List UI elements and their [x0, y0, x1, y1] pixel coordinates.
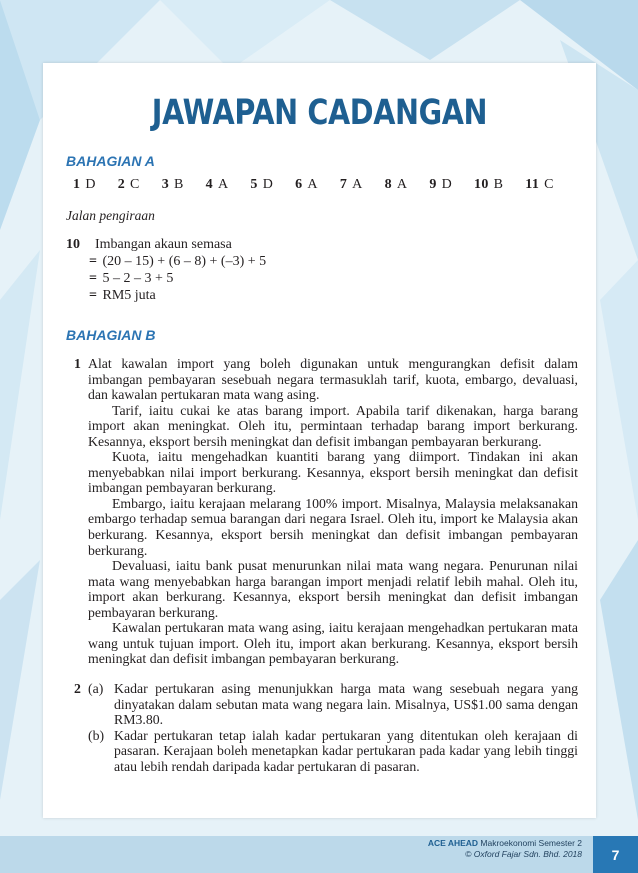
answer-list	[73, 177, 573, 193]
part-text: Kadar pertukaran asing menunjukkan harga mata wang sesebuah negara yang dinyatakan dalam sebutan mata wang negara lain. Misalnya, US$1.00 sama dengan RM3.80.	[114, 681, 578, 728]
part-label: (b)	[88, 727, 105, 743]
answer-paragraph: Embargo, iaitu kerajaan melarang 100% import. Misalnya, Malaysia melaksanakan embargo terhadap semua barangan dari negara Israel. Oleh itu, import ke Malaysia akan berkurang. Kesannya, eksport bersih meningkat dan defisit imbangan pembayaran berkurang.	[88, 495, 578, 558]
answer-paragraph: Devaluasi, iaitu bank pusat menurunkan nilai mata wang negara. Penurunan nilai mata wang menyebabkan harga barangan import menjadi relatif lebih mahal. Oleh itu, import akan berkurang. Kesannya, eksport bersih meningkat dan defisit imbangan pembayaran berkurang.	[88, 558, 578, 620]
question-number: 1	[74, 356, 81, 371]
section-b-heading: BAHAGIAN B	[66, 327, 156, 343]
answer-item: 1 D	[73, 177, 96, 192]
question-2	[66, 681, 578, 774]
answer-item: 4 A	[205, 177, 229, 192]
calculation-step: = 5 – 2 – 3 + 5	[89, 271, 174, 286]
question-1	[66, 356, 578, 667]
calculation-title: Imbangan akaun semasa	[95, 237, 232, 252]
answer-item: 2 C	[117, 177, 140, 192]
page-number: 7	[593, 836, 638, 873]
answer-paragraph: Kawalan pertukaran mata wang asing, iaitu kerajaan mengehadkan pertukaran mata wang untuk tujuan import. Oleh itu, import akan berkurang. Kesannya, eksport bersih meningkat dan defisit imbangan pembayaran berkurang.	[88, 620, 578, 667]
answer-item: 9 D	[429, 177, 453, 192]
answer-item: 8 A	[384, 177, 408, 192]
answer-paragraph: Alat kawalan import yang boleh digunakan untuk mengurangkan defisit dalam imbangan pembayaran sesebuah negara termasuklah tarif, kuota, embargo, devaluasi, dan kawalan pertukaran mata wang asing.	[88, 356, 578, 403]
question-number: 2	[74, 681, 81, 696]
answer-item: 11 C	[525, 177, 554, 192]
answer-paragraph: Tarif, iaitu cukai ke atas barang import. Apabila tarif dikenakan, harga barang import akan meningkat. Oleh itu, permintaan terhadap barang import berkurang. Kesannya, eksport bersih meningkat dan defisit imbangan pembayaran berkurang.	[88, 402, 578, 449]
footer-brand: ACE AHEAD	[427, 838, 479, 848]
calculation-step: = RM5 juta	[89, 288, 156, 303]
calculation-label: Jalan pengiraan	[66, 208, 155, 223]
page-title: JAWAPAN CADANGAN	[151, 93, 488, 133]
section-a-heading: BAHAGIAN A	[66, 153, 155, 169]
part-text: Kadar pertukaran tetap ialah kadar pertukaran yang ditentukan oleh kerajaan di pasaran. Kerajaan boleh menetapkan kadar pertukaran pada kadar yang lebih tinggi atau lebih rendah daripada kadar pertukaran di pasaran.	[114, 727, 578, 774]
question-part	[88, 681, 578, 728]
footer-copyright: © Oxford Fajar Sdn. Bhd. 2018	[465, 849, 582, 859]
answer-item: 10 B	[474, 177, 504, 192]
calculation-block	[66, 236, 566, 304]
answer-item: 3 B	[161, 177, 184, 192]
footer-book-title: Makroekonomi Semester 2	[480, 838, 582, 848]
answer-item: 7 A	[339, 177, 363, 192]
calculation-step: = (20 – 15) + (6 – 8) + (–3) + 5	[89, 254, 267, 269]
calculation-number: 10	[66, 237, 80, 252]
answer-page	[43, 63, 596, 818]
part-label: (a)	[88, 681, 104, 696]
question-part	[88, 728, 578, 775]
answer-item: 6 A	[295, 177, 318, 192]
answer-item: 5 D	[250, 177, 274, 192]
footer-credits	[428, 838, 582, 860]
answer-paragraph: Kuota, iaitu mengehadkan kuantiti barang yang diimport. Tindakan ini akan menyebabkan nilai import berkurang. Kesannya, eksport bersih meningkat dan defisit imbangan pembayaran berkurang.	[88, 449, 578, 496]
